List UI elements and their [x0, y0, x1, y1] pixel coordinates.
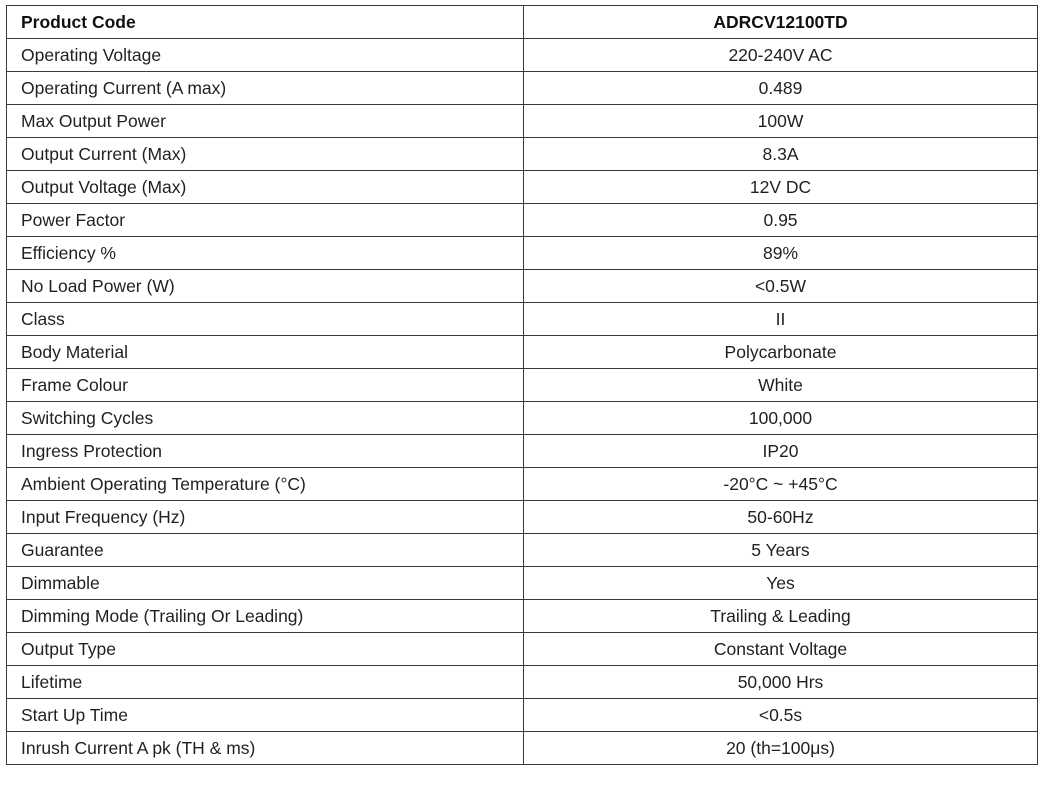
spec-value: <0.5W — [524, 270, 1038, 303]
table-header-row — [7, 6, 1038, 39]
spec-value: 100,000 — [524, 402, 1038, 435]
product-code: ADRCV12100TD — [524, 6, 1038, 39]
spec-label: Dimming Mode (Trailing Or Leading) — [7, 600, 524, 633]
spec-label: Output Current (Max) — [7, 138, 524, 171]
spec-value: -20°C ~ +45°C — [524, 468, 1038, 501]
table-row — [7, 39, 1038, 72]
table-row — [7, 534, 1038, 567]
spec-value: II — [524, 303, 1038, 336]
spec-label: Body Material — [7, 336, 524, 369]
table-row — [7, 72, 1038, 105]
table-row — [7, 237, 1038, 270]
table-row — [7, 402, 1038, 435]
spec-value: White — [524, 369, 1038, 402]
table-row — [7, 270, 1038, 303]
spec-label: No Load Power (W) — [7, 270, 524, 303]
table-row — [7, 105, 1038, 138]
spec-value: IP20 — [524, 435, 1038, 468]
spec-value: Yes — [524, 567, 1038, 600]
spec-value: 20 (th=100μs) — [524, 732, 1038, 765]
spec-sheet — [6, 5, 1037, 765]
table-row — [7, 501, 1038, 534]
spec-label: Input Frequency (Hz) — [7, 501, 524, 534]
spec-label: Frame Colour — [7, 369, 524, 402]
table-row — [7, 468, 1038, 501]
spec-label: Max Output Power — [7, 105, 524, 138]
spec-value: 100W — [524, 105, 1038, 138]
table-row — [7, 303, 1038, 336]
spec-table — [6, 5, 1038, 765]
spec-value: 5 Years — [524, 534, 1038, 567]
table-row — [7, 138, 1038, 171]
spec-label: Switching Cycles — [7, 402, 524, 435]
spec-value: 0.489 — [524, 72, 1038, 105]
table-row — [7, 369, 1038, 402]
spec-value: 220-240V AC — [524, 39, 1038, 72]
spec-label: Output Type — [7, 633, 524, 666]
spec-value: <0.5s — [524, 699, 1038, 732]
spec-label: Efficiency % — [7, 237, 524, 270]
table-row — [7, 600, 1038, 633]
spec-value: 12V DC — [524, 171, 1038, 204]
spec-label: Output Voltage (Max) — [7, 171, 524, 204]
spec-label: Power Factor — [7, 204, 524, 237]
table-row — [7, 732, 1038, 765]
table-row — [7, 699, 1038, 732]
spec-label: Operating Current (A max) — [7, 72, 524, 105]
spec-value: 89% — [524, 237, 1038, 270]
spec-label: Ingress Protection — [7, 435, 524, 468]
spec-label: Ambient Operating Temperature (°C) — [7, 468, 524, 501]
spec-value: Trailing & Leading — [524, 600, 1038, 633]
table-row — [7, 666, 1038, 699]
spec-value: 50,000 Hrs — [524, 666, 1038, 699]
table-row — [7, 336, 1038, 369]
spec-label: Class — [7, 303, 524, 336]
table-row — [7, 567, 1038, 600]
table-row — [7, 204, 1038, 237]
spec-label: Guarantee — [7, 534, 524, 567]
spec-value: 0.95 — [524, 204, 1038, 237]
spec-value: 8.3A — [524, 138, 1038, 171]
spec-label: Start Up Time — [7, 699, 524, 732]
spec-label: Dimmable — [7, 567, 524, 600]
spec-label: Operating Voltage — [7, 39, 524, 72]
spec-value: Constant Voltage — [524, 633, 1038, 666]
spec-label: Lifetime — [7, 666, 524, 699]
spec-value: 50-60Hz — [524, 501, 1038, 534]
table-row — [7, 171, 1038, 204]
table-row — [7, 633, 1038, 666]
table-row — [7, 435, 1038, 468]
spec-value: Polycarbonate — [524, 336, 1038, 369]
spec-label: Inrush Current A pk (TH & ms) — [7, 732, 524, 765]
header-label: Product Code — [7, 6, 524, 39]
